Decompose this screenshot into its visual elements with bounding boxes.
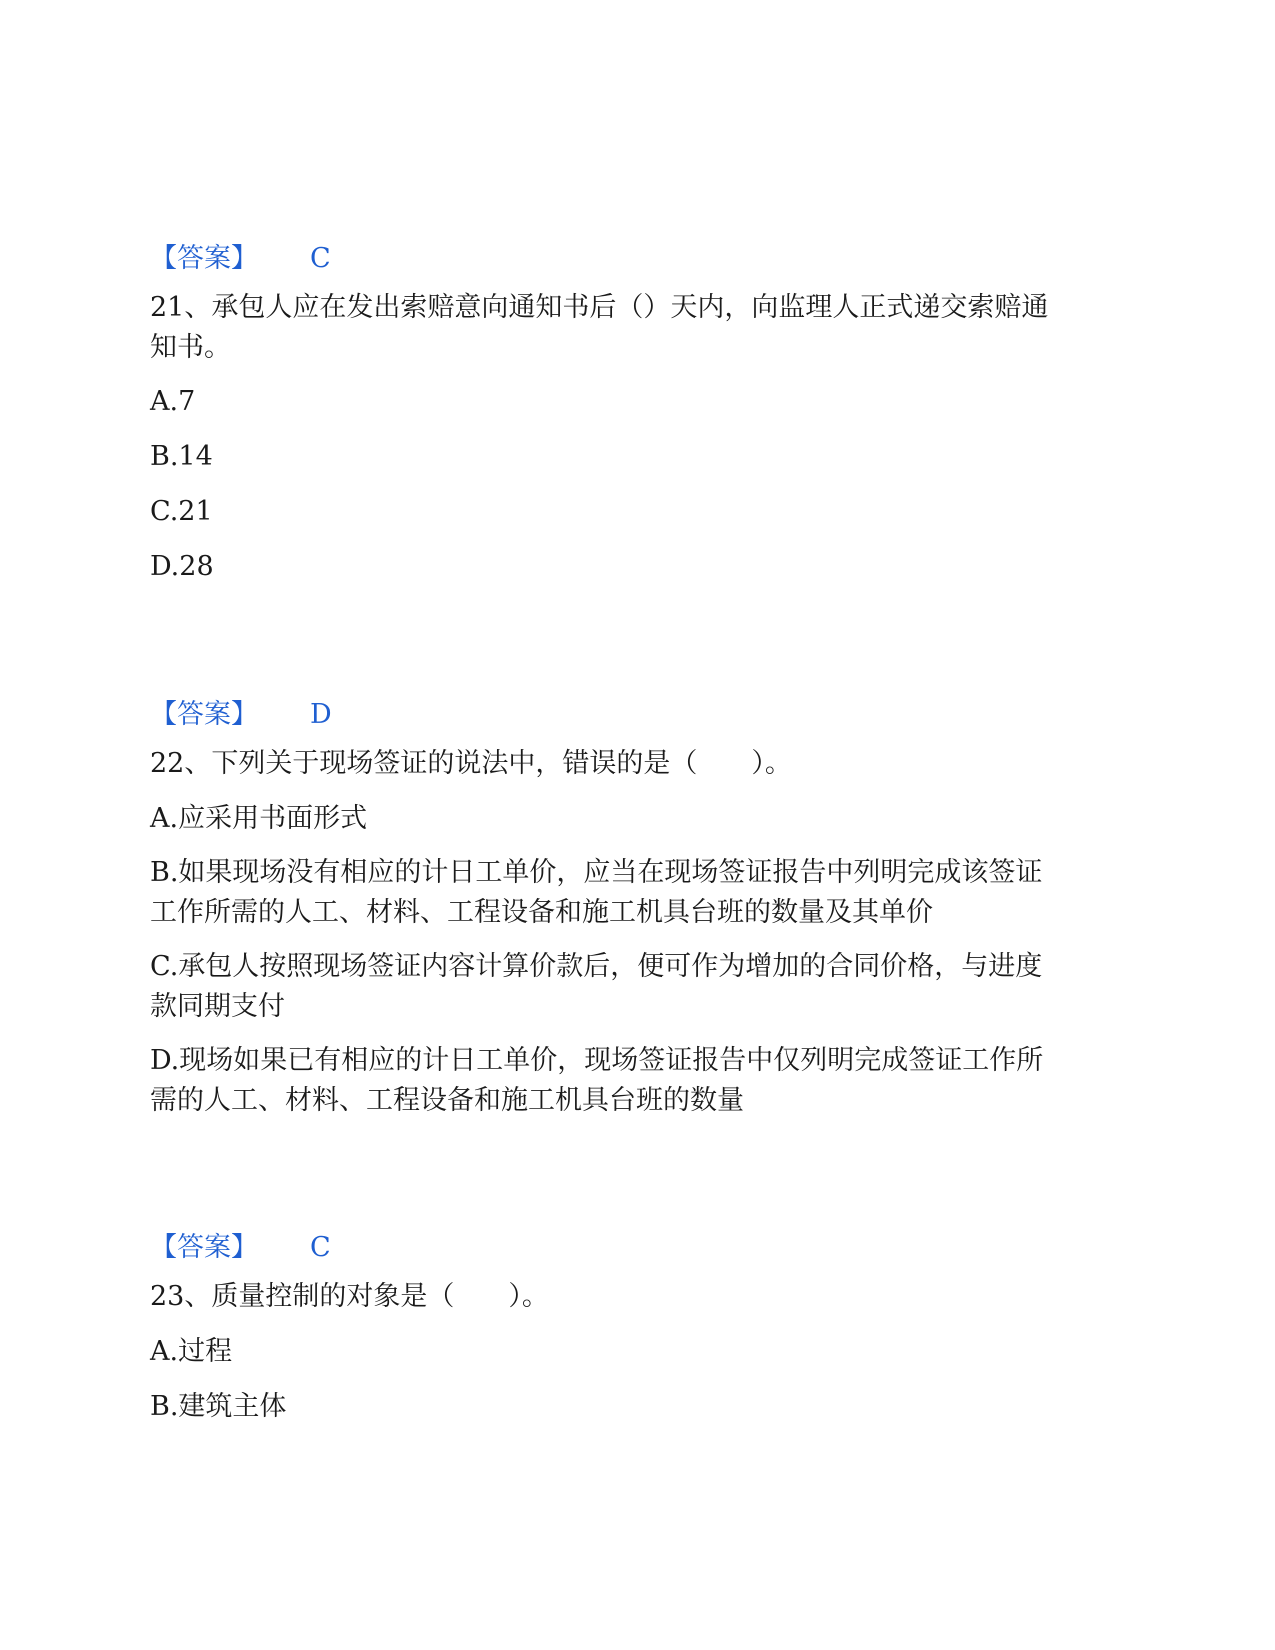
option-a: A.7 (150, 386, 196, 417)
answer-label: 【答案】 (150, 699, 258, 730)
question-text: 22、下列关于现场签证的说法中，错误的是（ ）。 (150, 748, 792, 779)
option-d: D.28 (150, 551, 214, 582)
answer-label: 【答案】 (150, 1232, 258, 1263)
option-b: B.如果现场没有相应的计日工单价，应当在现场签证报告中列明完成该签证 (150, 857, 1043, 888)
option-d-continued: 需的人工、材料、工程设备和施工机具台班的数量 (150, 1085, 744, 1116)
answer-value: D (310, 699, 332, 730)
option-a: A.过程 (150, 1336, 233, 1367)
question-text: 知书。 (150, 332, 231, 363)
answer-label: 【答案】 (150, 243, 258, 274)
option-d: D.现场如果已有相应的计日工单价，现场签证报告中仅列明完成签证工作所 (150, 1045, 1044, 1076)
option-b: B.14 (150, 441, 213, 472)
answer-value: C (310, 243, 331, 274)
answer-value: C (310, 1232, 331, 1263)
option-c: C.承包人按照现场签证内容计算价款后，便可作为增加的合同价格，与进度 (150, 951, 1043, 982)
option-a: A.应采用书面形式 (150, 803, 368, 834)
question-text: 21、承包人应在发出索赔意向通知书后（）天内，向监理人正式递交索赔通 (150, 292, 1049, 323)
question-text: 23、质量控制的对象是（ ）。 (150, 1281, 549, 1312)
option-b-continued: 工作所需的人工、材料、工程设备和施工机具台班的数量及其单价 (150, 897, 933, 928)
option-b: B.建筑主体 (150, 1391, 287, 1422)
answer-row (150, 694, 1110, 735)
option-c: C.21 (150, 496, 213, 527)
option-c-continued: 款同期支付 (150, 991, 285, 1022)
answer-row (150, 1227, 1110, 1268)
answer-row (150, 238, 1110, 279)
